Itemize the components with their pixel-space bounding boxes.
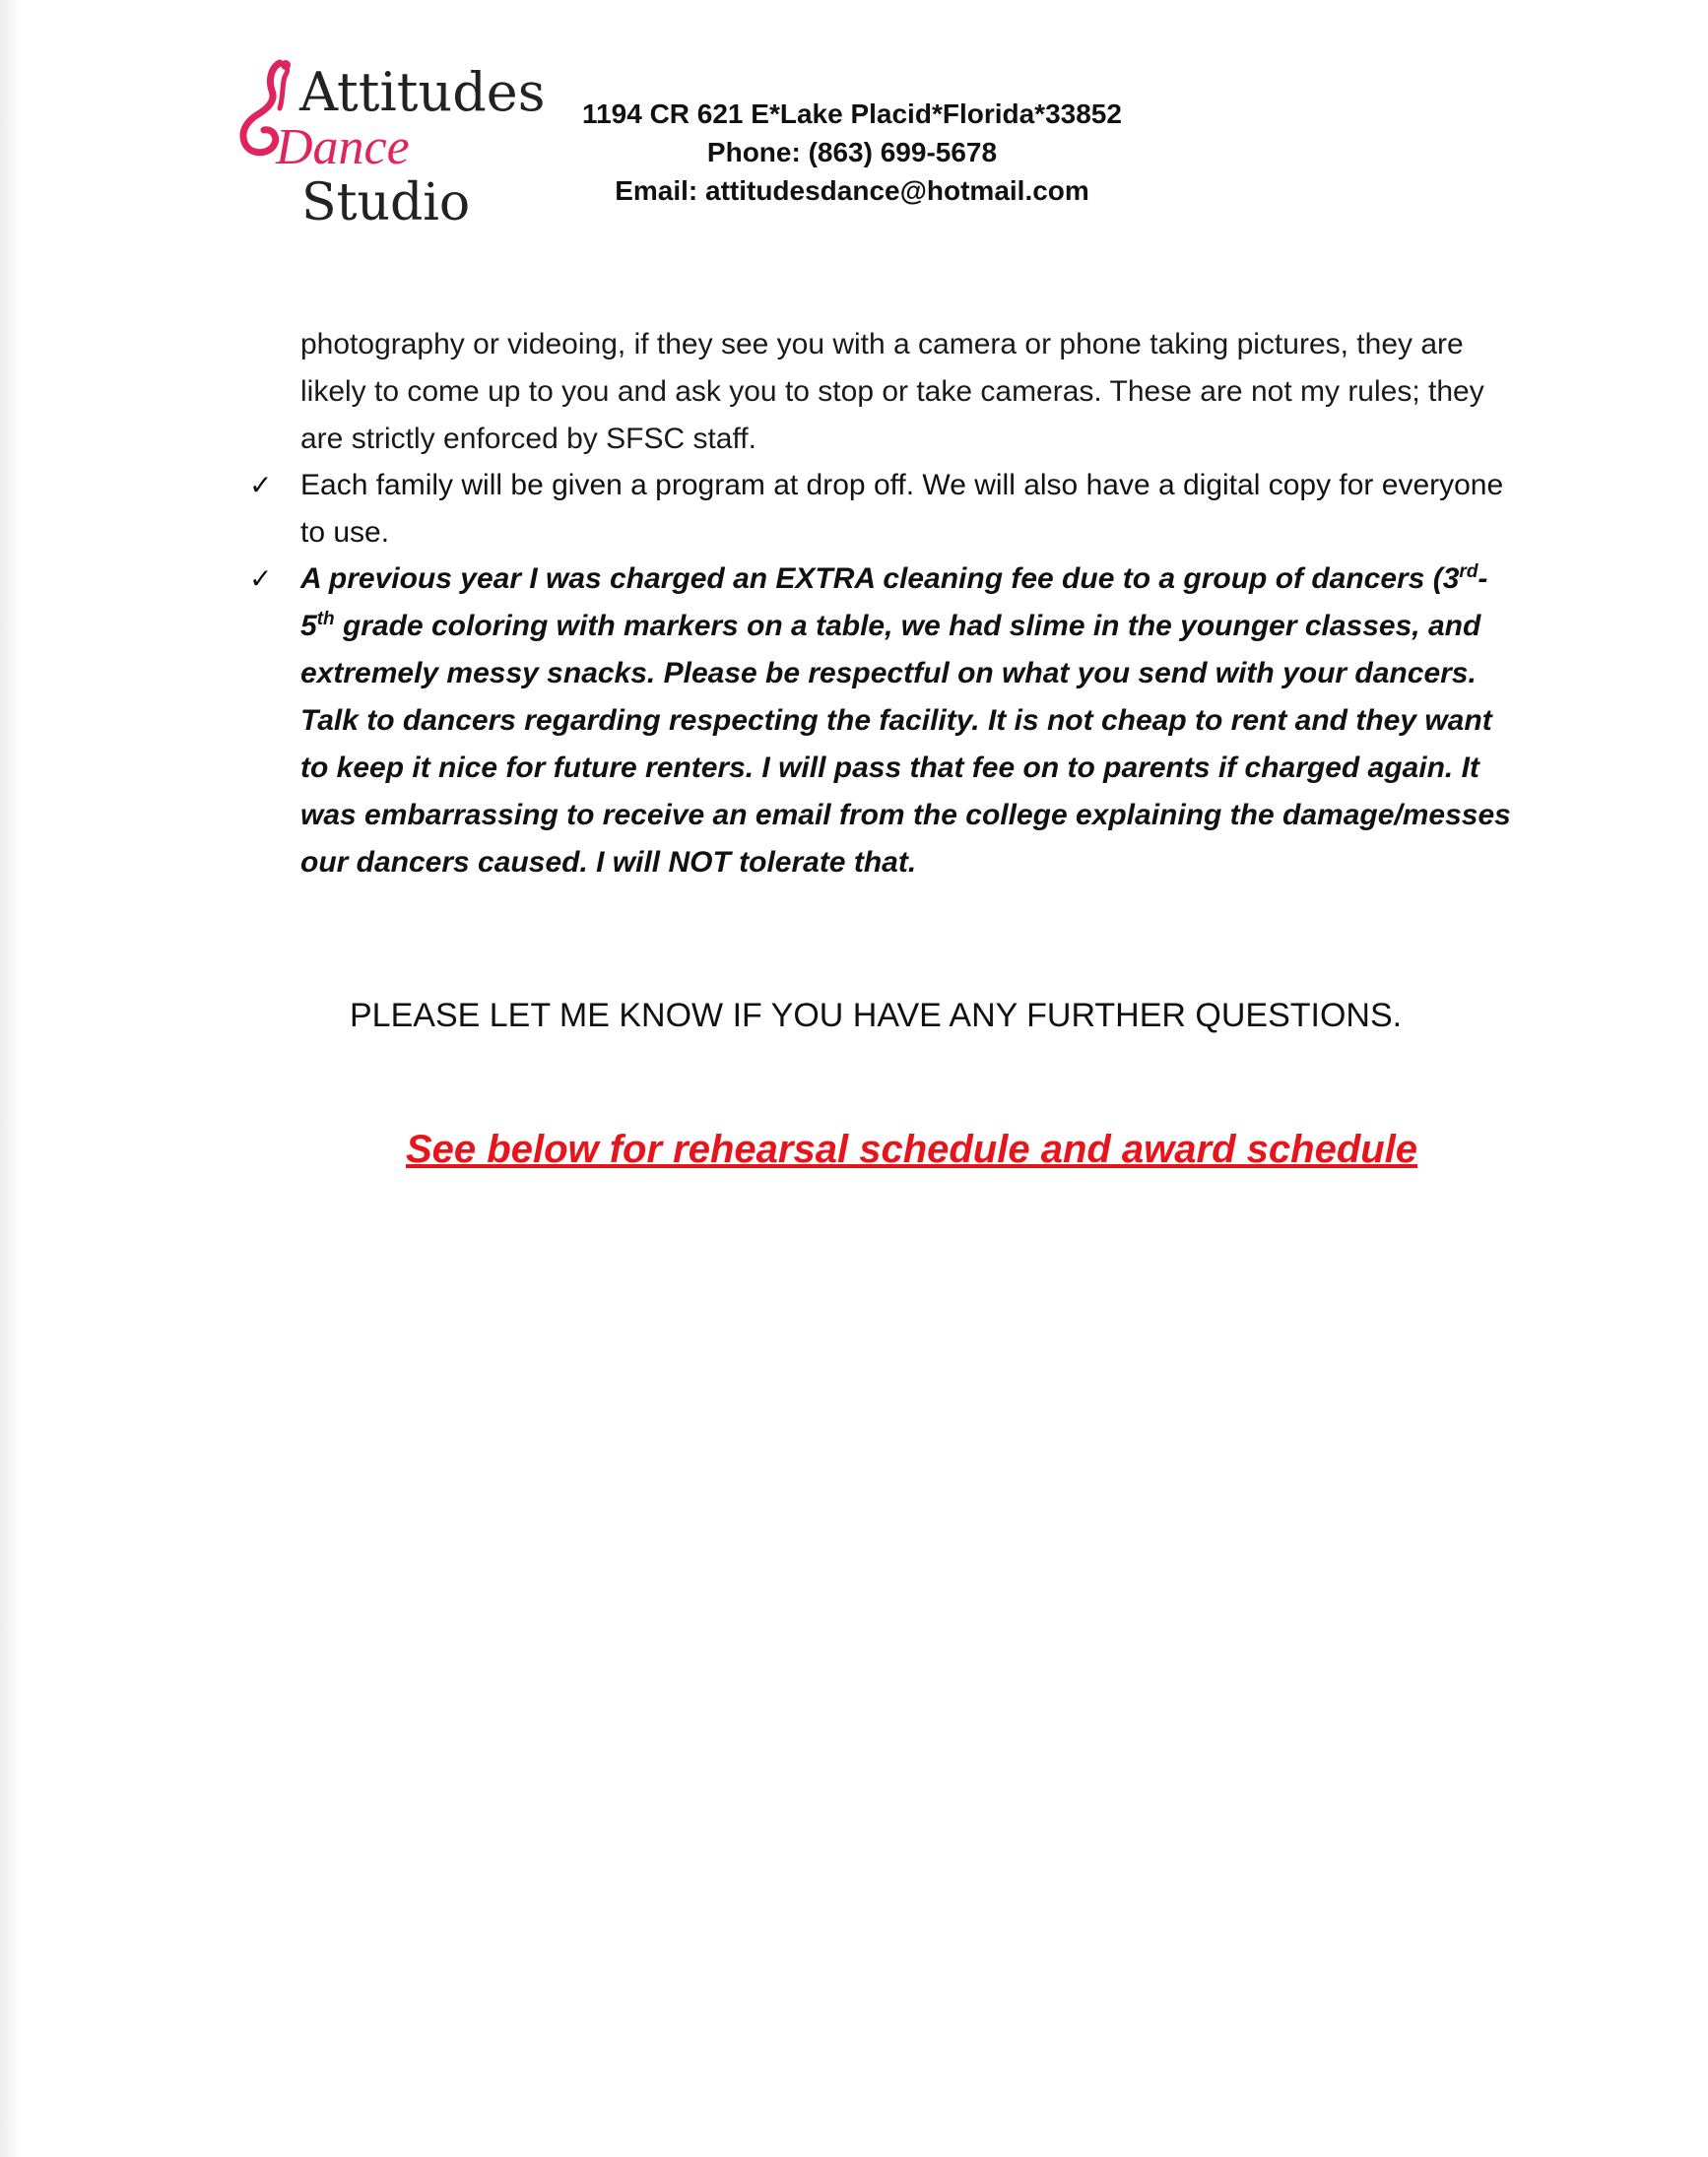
logo-text-attitudes: Attitudes [299, 61, 546, 123]
bullet-text-part2: -5 [300, 562, 1488, 642]
ordinal-suffix: rd [1459, 561, 1478, 582]
logo-text-studio: Studio [301, 173, 471, 232]
ordinal-suffix: th [316, 609, 335, 629]
phone-line: Phone: (863) 699-5678 [706, 137, 998, 167]
email-line: Email: attitudesdance@hotmail.com [615, 175, 1089, 206]
schedule-notice: See below for rehearsal schedule and award schedule [406, 1128, 1418, 1171]
bullet-item [249, 556, 1522, 886]
address-line: 1194 CR 621 E*Lake Placid*Florida*33852 [582, 98, 1122, 129]
page-edge-shadow [0, 0, 22, 2157]
contact-block [552, 95, 1152, 210]
bullet-text-part3: grade coloring with markers on a table, we had slime in the younger classes, and extremely messy snacks. Please be respectful on what you send with your dancers. Talk to dancers regarding respecting the facility. It is not cheap to rent and they want to keep it nice for future renters. I will pass that fee on to parents if charged again. It was embarrassing to receive an email from the college explaining the damage/messes our dancers caused. I will NOT tolerate that. [300, 610, 1511, 879]
bullet-item [249, 462, 1522, 556]
bullet-text: Each family will be given a program at drop off. We will also have a digital copy for everyone to use. [300, 469, 1504, 549]
checkmark-icon: ✓ [249, 470, 273, 500]
paragraph-continuation: photography or videoing, if they see you with a camera or phone taking pictures, they are likely to come up to you and ask you to stop or take cameras. These are not my rules; they are strictly enforced by SFSC staff. [300, 328, 1484, 455]
bullet-text-part1: A previous year I was charged an EXTRA cleaning fee due to a group of dancers (3 [300, 562, 1460, 595]
logo-text-dance: Dance [276, 119, 410, 175]
checkmark-icon: ✓ [249, 563, 273, 594]
closing-message: PLEASE LET ME KNOW IF YOU HAVE ANY FURTHER QUESTIONS. [350, 997, 1403, 1034]
studio-logo [229, 57, 544, 234]
